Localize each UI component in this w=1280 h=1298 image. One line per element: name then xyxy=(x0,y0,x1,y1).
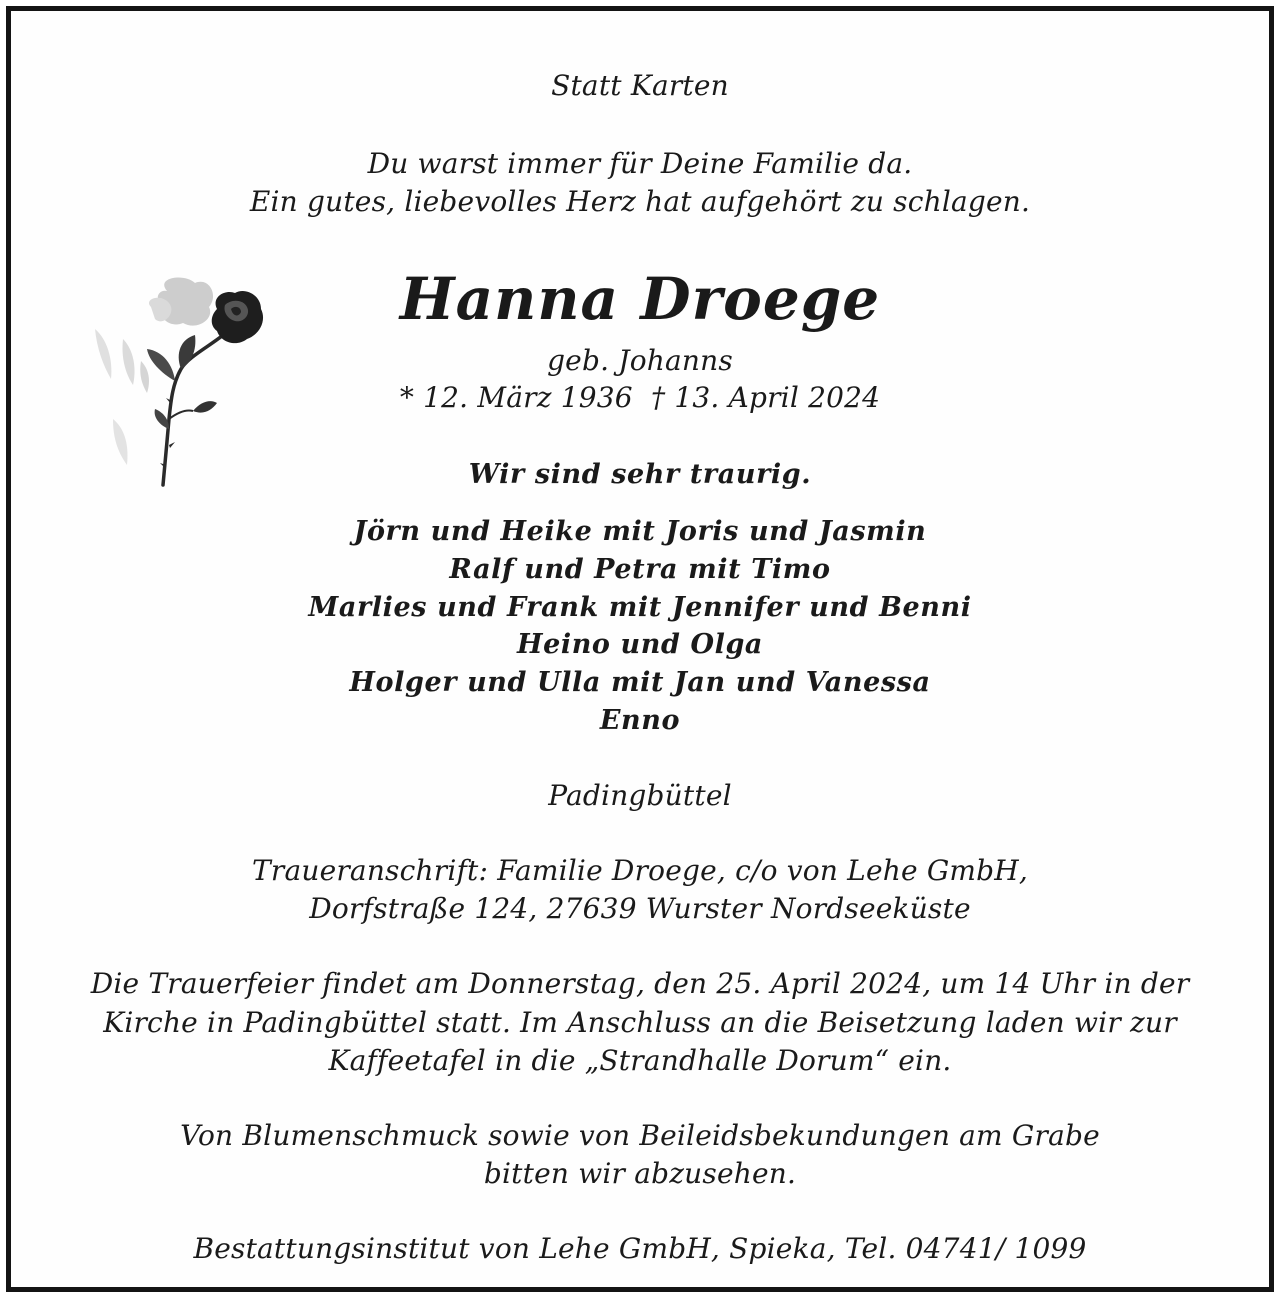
family-line: Marlies und Frank mit Jennifer und Benni xyxy=(308,592,972,623)
family-line: Heino und Olga xyxy=(516,629,764,660)
request-line: bitten wir abzusehen. xyxy=(483,1157,797,1190)
life-dates: * 12. März 1936 † 13. April 2024 xyxy=(399,381,881,414)
family-line: Enno xyxy=(599,705,681,736)
family-line: Ralf und Petra mit Timo xyxy=(449,554,831,585)
place-text: Padingbüttel xyxy=(548,779,732,812)
sentiment-text: Wir sind sehr traurig. xyxy=(468,459,812,490)
obituary-notice xyxy=(6,6,1274,1292)
motto-line: Du warst immer für Deine Familie da. xyxy=(367,147,913,180)
service-line: Kaffeetafel in die „Strandhalle Dorum“ ein. xyxy=(328,1044,952,1077)
funeral-home-text: Bestattungsinstitut von Lehe GmbH, Spieka, Tel. 04741/ 1099 xyxy=(193,1232,1087,1265)
header-text: Statt Karten xyxy=(551,69,729,102)
deceased-name: Hanna Droege xyxy=(399,265,881,333)
address-line: Dorfstraße 124, 27639 Wurster Nordseeküste xyxy=(309,892,971,925)
service-line: Die Trauerfeier findet am Donnerstag, den 25. April 2024, um 14 Uhr in der xyxy=(90,967,1190,1000)
address-line: Traueranschrift: Familie Droege, c/o von Lehe GmbH, xyxy=(251,854,1029,887)
service-line: Kirche in Padingbüttel statt. Im Anschluss an die Beisetzung laden wir zur xyxy=(103,1006,1177,1039)
family-line: Jörn und Heike mit Joris und Jasmin xyxy=(353,516,927,547)
family-line: Holger und Ulla mit Jan und Vanessa xyxy=(349,667,931,698)
birth-name: geb. Johanns xyxy=(547,344,733,377)
request-line: Von Blumenschmuck sowie von Beileidsbekundungen am Grabe xyxy=(180,1119,1100,1152)
motto-line: Ein gutes, liebevolles Herz hat aufgehört zu schlagen. xyxy=(249,185,1031,218)
